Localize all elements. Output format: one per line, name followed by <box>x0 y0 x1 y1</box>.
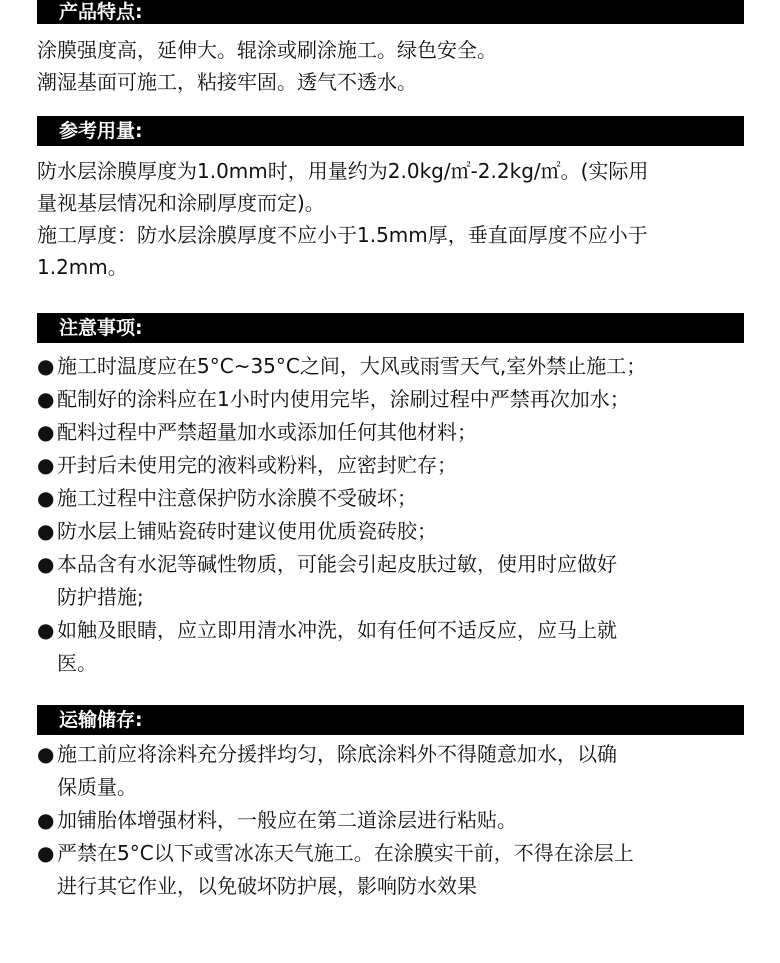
list-item-text: 施工过程中注意保护防水涂膜不受破坏； <box>57 486 417 510</box>
list-item-continuation: 医。 <box>57 651 97 675</box>
bullet-icon: ● <box>37 354 55 378</box>
list-item-text: 开封后未使用完的液料或粉料，应密封贮存； <box>57 453 457 477</box>
list-item-continuation: 进行其它作业，以免破坏防护展，影响防水效果 <box>57 874 477 898</box>
text-line: 量视基层情况和涂刷厚度而定)。 <box>37 191 325 215</box>
bullet-icon: ● <box>37 453 55 477</box>
bullet-icon: ● <box>37 841 55 865</box>
section-title: 产品特点: <box>59 1 143 23</box>
text-line: 施工厚度：防水层涂膜厚度不应小于1.5mm厚，垂直面厚度不应小于 <box>37 223 648 247</box>
bullet-icon: ● <box>37 552 55 576</box>
list-item <box>37 804 752 837</box>
list-item <box>37 738 752 771</box>
list-item-text: 施工时温度应在5°C~35°C之间，大风或雨雪天气,室外禁止施工； <box>57 354 647 378</box>
section-title: 注意事项: <box>59 317 143 339</box>
list-item-text: 如触及眼睛，应立即用清水冲洗，如有任何不适反应，应马上就 <box>57 618 617 642</box>
precautions-list <box>37 350 752 680</box>
list-item <box>37 383 752 416</box>
bullet-icon: ● <box>37 420 55 444</box>
list-item <box>37 548 752 581</box>
usage-text <box>37 155 752 283</box>
text-line: 潮湿基面可施工，粘接牢固。透气不透水。 <box>37 70 417 94</box>
bullet-icon: ● <box>37 387 55 411</box>
list-item <box>37 482 752 515</box>
list-item-text: 严禁在5°C以下或雪冰冻天气施工。在涂膜实干前，不得在涂层上 <box>57 841 634 865</box>
list-item-text: 防水层上铺贴瓷砖时建议使用优质瓷砖胶； <box>57 519 437 543</box>
bullet-icon: ● <box>37 519 55 543</box>
section-header-features <box>37 0 744 24</box>
list-item <box>37 416 752 449</box>
list-item <box>37 449 752 482</box>
list-item <box>37 837 752 870</box>
section-title: 参考用量: <box>59 120 143 142</box>
list-item-continuation: 防护措施; <box>57 585 144 609</box>
list-item-continuation: 保质量。 <box>57 775 137 799</box>
bullet-icon: ● <box>37 486 55 510</box>
section-title: 运输储存: <box>59 709 143 731</box>
text-line: 1.2mm。 <box>37 255 128 279</box>
section-header-storage <box>37 705 744 735</box>
list-item-text: 配料过程中严禁超量加水或添加任何其他材料； <box>57 420 477 444</box>
section-header-precautions <box>37 313 744 343</box>
list-item-text: 配制好的涂料应在1小时内使用完毕，涂刷过程中严禁再次加水； <box>57 387 630 411</box>
storage-list <box>37 738 752 903</box>
bullet-icon: ● <box>37 618 55 642</box>
text-line: 涂膜强度高，延伸大。辊涂或刷涂施工。绿色安全。 <box>37 38 497 62</box>
list-item-text: 施工前应将涂料充分援拌均匀，除底涂料外不得随意加水，以确 <box>57 742 617 766</box>
list-item <box>37 350 752 383</box>
bullet-icon: ● <box>37 808 55 832</box>
list-item-text: 本品含有水泥等碱性物质，可能会引起皮肤过敏，使用时应做好 <box>57 552 617 576</box>
features-text <box>37 34 752 98</box>
list-item <box>37 515 752 548</box>
text-line: 防水层涂膜厚度为1.0mm时，用量约为2.0kg/㎡-2.2kg/㎡。(实际用 <box>37 159 649 183</box>
bullet-icon: ● <box>37 742 55 766</box>
list-item-text: 加铺胎体增强材料，一般应在第二道涂层进行粘贴。 <box>57 808 517 832</box>
list-item <box>37 614 752 647</box>
section-header-usage <box>37 116 744 146</box>
